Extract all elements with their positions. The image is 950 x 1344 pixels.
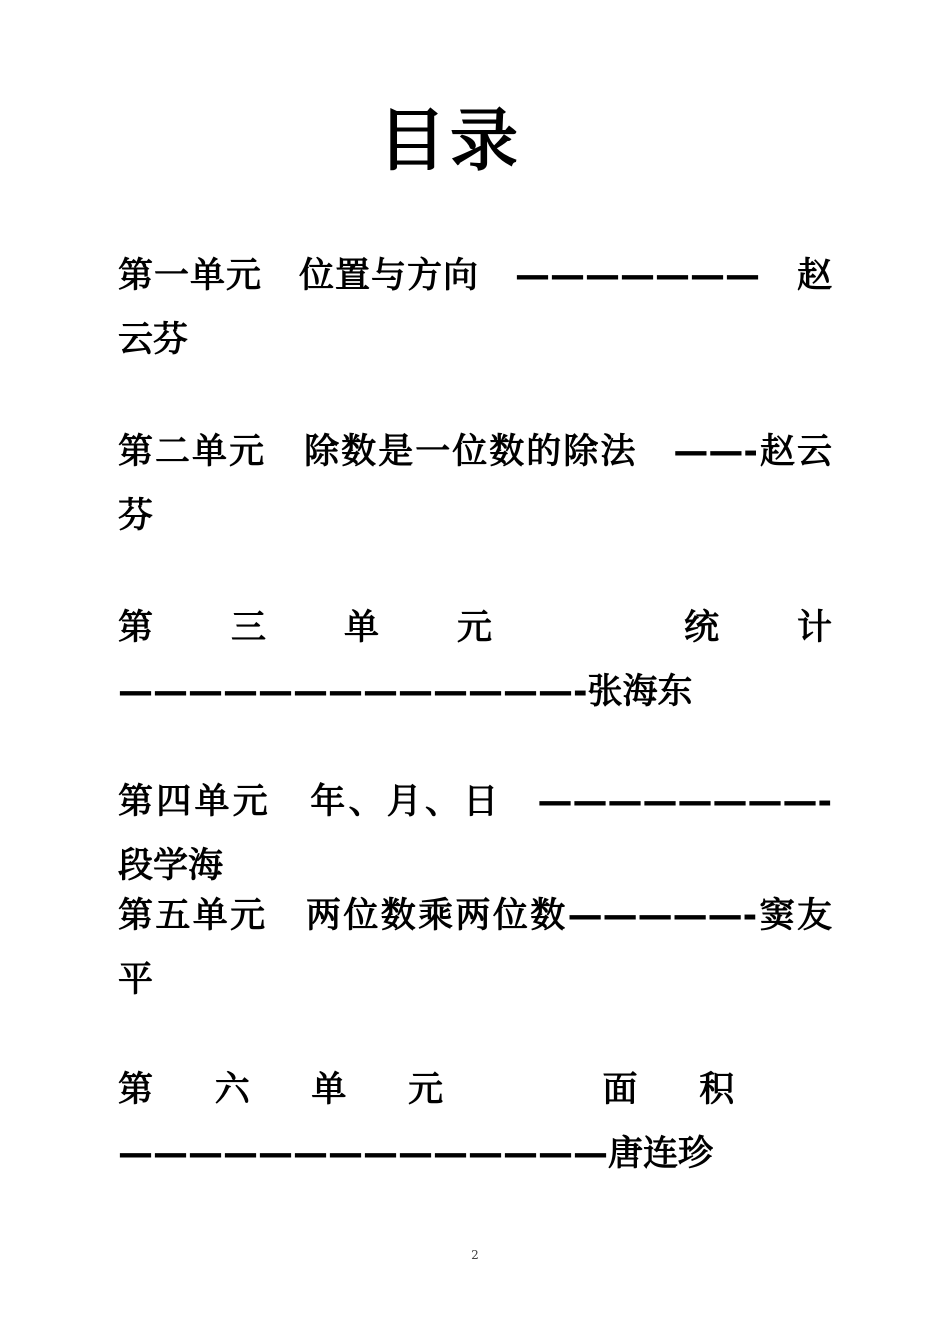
toc-entry-1	[118, 244, 832, 372]
unit-topic: 两位数乘两位数	[303, 896, 568, 936]
author-name: 段学海	[118, 846, 224, 886]
author-name: 赵云芬	[118, 256, 832, 360]
author-name: 张海东	[587, 672, 693, 712]
toc-entry-5	[118, 884, 832, 1012]
toc-entry-2	[118, 420, 832, 548]
unit-label: 第三单元	[118, 608, 570, 648]
unit-topic: 除数是一位数的除法	[302, 432, 638, 472]
toc-entry-6	[118, 1058, 832, 1186]
unit-label: 第一单元	[118, 256, 262, 296]
unit-topic: 面积	[540, 1070, 796, 1110]
toc-entry-3	[118, 596, 832, 724]
unit-topic: 年、月、日	[306, 782, 502, 822]
leader-dashes: ————————-	[537, 782, 832, 822]
unit-topic: 位置与方向	[297, 256, 479, 296]
toc-entry-4	[118, 770, 832, 898]
unit-topic: 统计	[605, 608, 832, 648]
leader-dashes: ———————	[514, 256, 760, 296]
unit-label: 第五单元	[118, 896, 268, 936]
author-name: 窦友平	[118, 896, 832, 1000]
unit-label: 第四单元	[118, 782, 271, 822]
toc-title: 目录	[377, 102, 522, 181]
unit-label: 第六单元	[118, 1070, 505, 1110]
author-name: 唐连珍	[608, 1134, 714, 1174]
leader-dashes: —————————————-	[118, 672, 588, 712]
leader-dashes: —————-	[567, 896, 758, 936]
page-number: 2	[471, 1248, 479, 1262]
unit-label: 第二单元	[118, 432, 267, 472]
leader-dashes: ——————————————	[118, 1134, 608, 1174]
leader-dashes: ——-	[673, 432, 758, 472]
author-name: 赵云芬	[118, 432, 832, 536]
